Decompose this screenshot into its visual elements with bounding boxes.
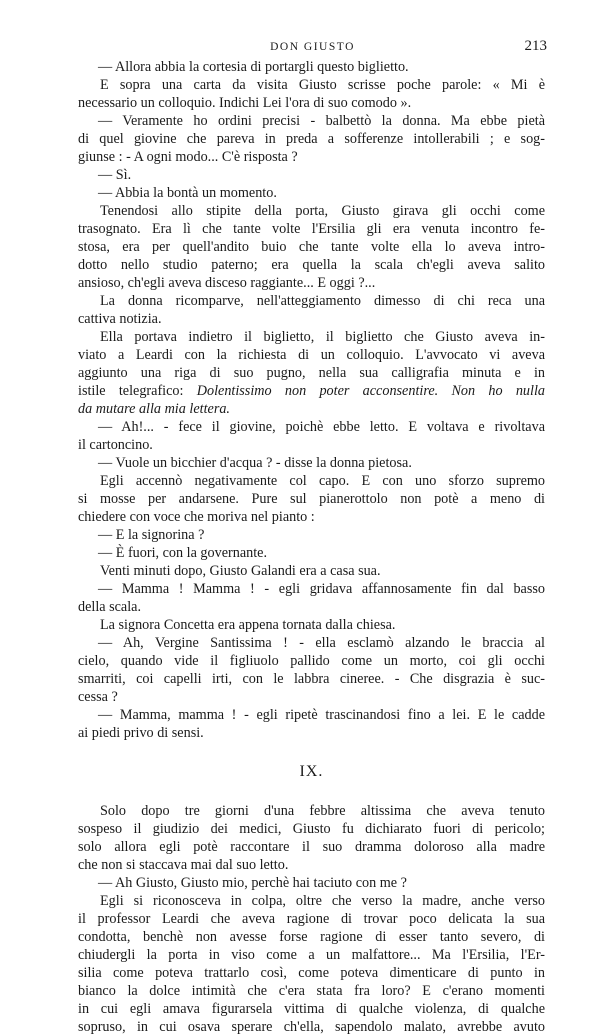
- text-line: [78, 166, 545, 184]
- text-line: [78, 982, 545, 1000]
- text-line: [78, 724, 545, 742]
- line-text: — Veramente ho ordini precisi - balbettò la donna. Ma ebbe pietà: [98, 113, 545, 129]
- text-line: [78, 928, 545, 946]
- line-text: sospeso il giudizio dei medici, Giusto fu dichiarato fuori di pericolo;: [78, 821, 545, 837]
- text-line: [78, 346, 545, 364]
- line-text: ai piedi privo di sensi.: [78, 725, 204, 741]
- text-line: [78, 148, 545, 166]
- line-text: — Ah Giusto, Giusto mio, perchè hai taciuto con me ?: [98, 875, 407, 891]
- running-title: DON GIUSTO: [270, 41, 355, 53]
- line-text: — Vuole un bicchier d'acqua ? - disse la donna pietosa.: [98, 455, 412, 471]
- text-line: [78, 76, 545, 94]
- line-text: condotta, benchè non avesse forse ragione di esser tanto severo, di: [78, 929, 545, 945]
- line-text: viato a Leardi con la richiesta di un colloquio. L'avvocato vi aveva: [78, 347, 545, 363]
- line-text: — E la signorina ?: [98, 527, 205, 543]
- line-text: chiudergli la porta in viso come a un malfattore... Ma l'Ersilia, l'Er-: [78, 947, 545, 963]
- text-line: [78, 184, 545, 202]
- text-line: [78, 892, 545, 910]
- text-line: [78, 598, 545, 616]
- text-line: [78, 946, 545, 964]
- text-line: [78, 670, 545, 688]
- text-line: [78, 202, 545, 220]
- text-line: [78, 274, 545, 292]
- text-block-before-chapter: [78, 58, 545, 742]
- text-line: [78, 580, 545, 598]
- line-text: — Mamma, mamma ! - egli ripetè trascinandosi fino a lei. E le cadde: [98, 707, 545, 723]
- text-line: [78, 454, 545, 472]
- line-text: cessa ?: [78, 689, 118, 705]
- line-text: La signora Concetta era appena tornata dalla chiesa.: [100, 617, 396, 633]
- text-line: [78, 526, 545, 544]
- line-text: di quel giovine che pareva in preda a sofferenze intollerabili ; e sog-: [78, 131, 545, 147]
- text-line: [78, 634, 545, 652]
- chapter-heading: IX.: [299, 763, 324, 780]
- line-text: si mosse per andarsene. Pure sul pianerottolo non potè a meno di: [78, 491, 545, 507]
- text-line: [78, 220, 545, 238]
- line-text: Solo dopo tre giorni d'una febbre altissima che aveva tenuto: [100, 803, 545, 819]
- text-line: [78, 838, 545, 856]
- text-line: [78, 58, 545, 76]
- line-text: della scala.: [78, 599, 142, 615]
- line-text: necessario un colloquio. Indichi Lei l'ora di suo comodo ».: [78, 95, 412, 111]
- line-text-italic: Dolentissimo non poter acconsentire. Non ho nulla: [196, 383, 545, 399]
- text-line: [78, 112, 545, 130]
- text-line: [78, 544, 545, 562]
- text-line: [78, 400, 545, 418]
- text-line: [78, 874, 545, 892]
- line-text: — Ah!... - fece il giovine, poichè ebbe letto. E voltava e rivoltava: [98, 419, 545, 435]
- line-text: Tenendosi allo stipite della porta, Giusto girava gli occhi come: [100, 203, 545, 219]
- line-text: il professor Leardi che aveva ragione di trovar poco delicata la sua: [78, 911, 545, 927]
- line-text: bianco la dolce intimità che c'era stata fra loro? E c'erano momenti: [78, 983, 545, 999]
- text-line: [78, 328, 545, 346]
- text-line: [78, 802, 545, 820]
- line-text: solo allora egli potè raccontare il suo dramma doloroso alla madre: [78, 839, 545, 855]
- line-text: giunse : - A ogni modo... C'è risposta ?: [78, 149, 298, 165]
- line-text: ansioso, ch'egli aveva disceso raggiante... E oggi ?...: [78, 275, 376, 291]
- line-text: cattiva notizia.: [78, 311, 162, 327]
- text-line: [78, 910, 545, 928]
- line-text: Ella portava indietro il biglietto, il biglietto che Giusto aveva in-: [100, 329, 545, 345]
- line-text: chiedere con voce che moriva nel pianto :: [78, 509, 315, 525]
- text-line: [78, 856, 545, 874]
- text-line: [78, 292, 545, 310]
- text-body: [78, 58, 545, 1036]
- text-line: [78, 616, 545, 634]
- text-line: [78, 256, 545, 274]
- line-text: Egli accennò negativamente col capo. E con uno sforzo supremo: [100, 473, 545, 489]
- text-line: [78, 1000, 545, 1018]
- line-text: istile telegrafico:: [78, 383, 197, 399]
- text-line: [78, 364, 545, 382]
- text-line: [78, 688, 545, 706]
- text-line: [78, 418, 545, 436]
- line-text: Egli si riconosceva in colpa, oltre che verso la madre, anche verso: [100, 893, 545, 909]
- line-text: — È fuori, con la governante.: [98, 545, 268, 561]
- line-text: dotto nello studio paterno; era quella la scala ch'egli aveva salito: [78, 257, 545, 273]
- line-text: il cartoncino.: [78, 437, 153, 453]
- text-line: [78, 238, 545, 256]
- text-line: [78, 94, 545, 112]
- line-text: — Abbia la bontà un momento.: [98, 185, 277, 201]
- page-number: 213: [524, 38, 547, 54]
- text-line: [78, 706, 545, 724]
- text-line: [78, 652, 545, 670]
- line-text: silia come poteva trattarlo così, come poteva dimenticare di punto in: [78, 965, 545, 981]
- text-line: [78, 820, 545, 838]
- line-text: smarriti, coi capelli irti, con le labbra cineree. - Che disgrazia è suc-: [78, 671, 545, 687]
- line-text: in cui egli amava figurarsela vittima di qualche violenza, di qualche: [78, 1001, 545, 1017]
- text-line: [78, 472, 545, 490]
- page-header: [78, 38, 547, 58]
- line-text: — Sì.: [98, 167, 132, 183]
- text-block-chapter-ix: [78, 802, 545, 1036]
- text-line: [78, 490, 545, 508]
- line-text: trasognato. Era lì che tante volte l'Ersilia gli era venuta incontro fe-: [78, 221, 545, 237]
- line-text: stosa, era per quell'andito buio che tante volte ella lo aveva intro-: [78, 239, 545, 255]
- line-text: cielo, quando vide il figliuolo pallido come un morto, coi gli occhi: [78, 653, 545, 669]
- text-line: [78, 508, 545, 526]
- line-text: — Allora abbia la cortesia di portargli questo biglietto.: [98, 59, 409, 75]
- line-text: — Ah, Vergine Santissima ! - ella esclamò alzando le braccia al: [98, 635, 545, 651]
- text-line: [78, 562, 545, 580]
- line-text: sopruso, in cui osava sperare ch'ella, sapendolo malato, avrebbe avuto: [78, 1019, 545, 1035]
- line-text: La donna ricomparve, nell'atteggiamento dimesso di chi reca una: [100, 293, 545, 309]
- text-line: [78, 436, 545, 454]
- line-text: E sopra una carta da visita Giusto scrisse poche parole: « Mi è: [100, 77, 545, 93]
- text-line: [78, 310, 545, 328]
- text-line: [78, 130, 545, 148]
- line-text: che non si staccava mai dal suo letto.: [78, 857, 289, 873]
- line-text: Venti minuti dopo, Giusto Galandi era a casa sua.: [100, 563, 381, 579]
- line-text-italic: da mutare alla mia lettera.: [78, 401, 230, 417]
- text-line: [78, 382, 545, 400]
- text-line: [78, 964, 545, 982]
- line-text: — Mamma ! Mamma ! - egli gridava affannosamente fin dal basso: [98, 581, 545, 597]
- line-text: aggiunto una riga di suo pugno, nella sua calligrafia minuta e in: [78, 365, 545, 381]
- text-line: [78, 1018, 545, 1036]
